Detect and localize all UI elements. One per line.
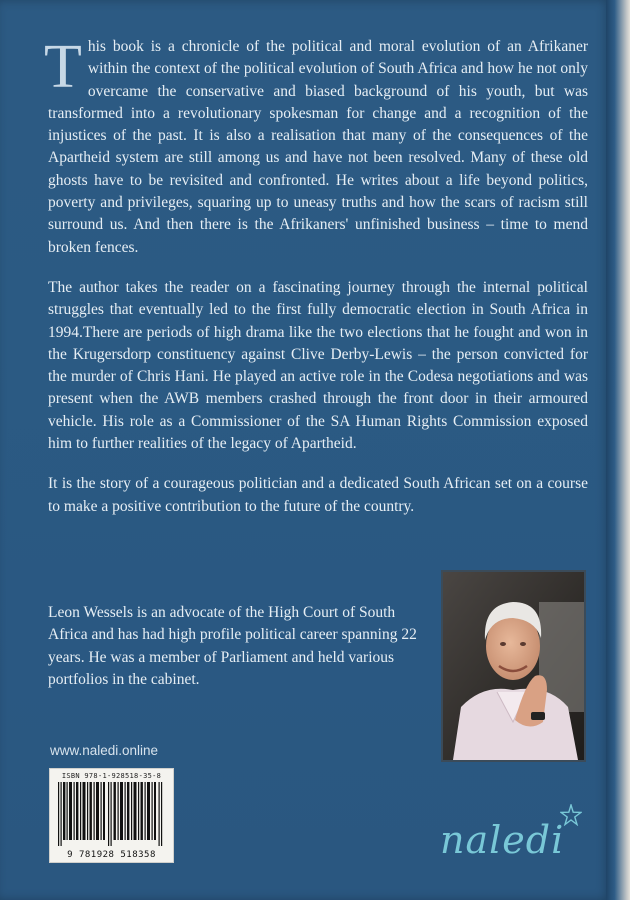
author-bio: Leon Wessels is an advocate of the High Court of South Africa and has had high profile political career spanning 22 years. He was a member of Parliament and held various portfolios in the cabinet. bbox=[48, 604, 417, 688]
publisher-website: www.naledi.online bbox=[50, 743, 159, 758]
blurb-paragraph-3: It is the story of a courageous politician and a dedicated South African set on a course to make a positive contribution to the future of the country. bbox=[48, 475, 588, 515]
isbn-digits: 9 781928 518358 bbox=[67, 850, 156, 860]
publisher-logo: naledi bbox=[440, 818, 565, 862]
isbn-label: ISBN 978-1-928518-35-8 bbox=[61, 772, 162, 780]
blurb bbox=[44, 33, 588, 536]
blurb-paragraph-2: The author takes the reader on a fascinating journey through the internal political struggles that eventually led to the first fully democratic election in South Africa in 1994.There are periods of high drama like the two elections that he fought and won in the Krugersdorp constituency against Clive Derby-Lewis – the person convicted for the murder of Chris Hani. He played an active role in the Codesa negotiations and was present when the AWB members crashed through the front door in their armoured vehicle. His role as a Commissioner of the SA Human Rights Commission exposed him to further realities of the legacy of Apartheid. bbox=[48, 278, 588, 453]
blurb-paragraph-1 bbox=[44, 33, 588, 259]
blurb-paragraph-1-text: his book is a chronicle of the political and moral evolution of an Afrikaner within the context of the political evolution of South Africa and how he not only overcame the conservative and biased background of his youth, but was transformed into a revolutionary spokesman for change and a recognition of the injustices of the past. It is also a realisation that many of the consequences of the Apartheid system are still among us and have not been resolved. Many of these old ghosts have to be revisited and confronted. He writes about a life beyond politics, poverty and privileges, squaring up to uneasy truths and how the scars of racism still surround us. And then there is the Afrikaners' unfinished business – time to mend broken fences. bbox=[48, 38, 588, 256]
author-photo bbox=[441, 570, 586, 762]
author-portrait-icon bbox=[443, 572, 584, 760]
book-edge bbox=[606, 0, 630, 900]
drop-cap: T bbox=[44, 33, 82, 101]
barcode-bars-icon bbox=[56, 782, 167, 846]
isbn-barcode bbox=[49, 768, 174, 863]
star-icon bbox=[560, 804, 582, 826]
